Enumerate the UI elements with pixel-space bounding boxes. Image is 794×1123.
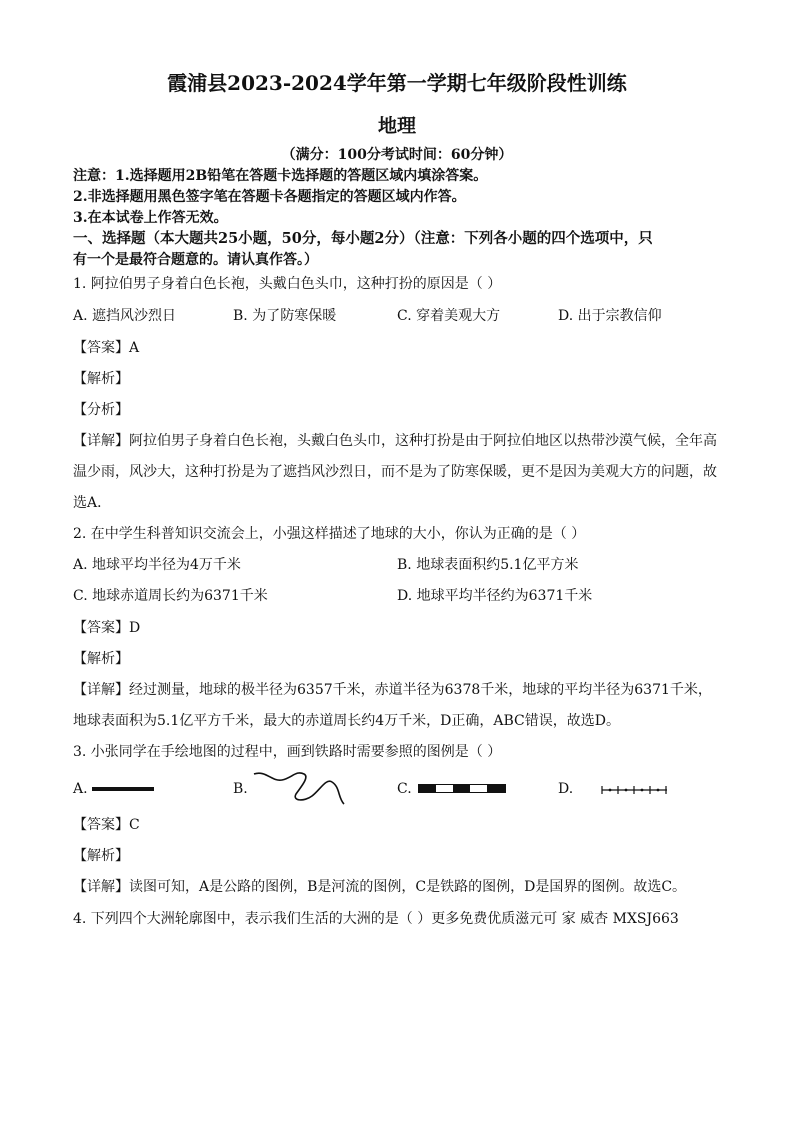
note-line-2: 2.非选择题用黑色签字笔在答题卡各题指定的答题区域内作答。 (73, 189, 466, 205)
q3-stem: 3. 小张同学在手绘地图的过程中，画到铁路时需要参照的图例是（ ） (73, 744, 502, 760)
boundary-legend-icon (601, 784, 671, 796)
q3-answer: 【答案】C (73, 817, 140, 833)
highway-legend-icon (92, 779, 156, 799)
subject-title: 地理 (377, 115, 416, 137)
q1-option-b: B. 为了防寒保暖 (233, 308, 337, 324)
q1-option-a: A. 遮挡风沙烈日 (73, 308, 177, 324)
q3-option-d: D. (558, 781, 574, 797)
q2-detail-line-1: 【详解】经过测量，地球的极半径为6357千米，赤道半径为6378千米，地球的平均半径为6371千米， (73, 682, 712, 698)
exam-title: 霞浦县2023-2024学年第一学期七年级阶段性训练 (167, 71, 627, 95)
q1-detail-line-2: 温少雨，风沙大，这种打扮是为了遮挡风沙烈日，而不是为了防寒保暖，更不是因为美观大方的问题，故 (73, 464, 717, 480)
q1-fenxi-label: 【分析】 (73, 402, 129, 418)
q1-answer: 【答案】A (73, 340, 140, 356)
q3-option-b: B. (233, 781, 248, 797)
note-line-1: 注意：1.选择题用2B铅笔在答题卡选择题的答题区域内填涂答案。 (73, 168, 488, 184)
railway-legend-icon (418, 783, 508, 795)
section-heading-line-1: 一、选择题（本大题共25小题，50分，每小题2分）（注意：下列各小题的四个选项中，只 (73, 230, 653, 247)
q2-jiexi-label: 【解析】 (73, 651, 129, 667)
q2-option-a: A. 地球平均半径为4万千米 (73, 557, 241, 573)
q2-detail-line-2: 地球表面积为5.1亿平方千米，最大的赤道周长约4万千米，D正确，ABC错误，故选D。 (73, 713, 620, 729)
q3-option-c: C. (397, 781, 412, 797)
q2-answer: 【答案】D (73, 620, 141, 636)
q1-stem: 1. 阿拉伯男子身着白色长袍，头戴白色头巾，这种打扮的原因是（ ） (73, 276, 502, 292)
q3-option-a: A. (73, 781, 88, 797)
river-legend-icon (252, 768, 352, 808)
q1-detail-line-1: 【详解】阿拉伯男子身着白色长袍，头戴白色头巾，这种打扮是由于阿拉伯地区以热带沙漠气候，全年高 (73, 433, 717, 449)
q1-option-c: C. 穿着美观大方 (397, 308, 501, 324)
q2-stem: 2. 在中学生科普知识交流会上，小强这样描述了地球的大小，你认为正确的是（ ） (73, 526, 586, 542)
q4-stem: 4. 下列四个大洲轮廓图中，表示我们生活的大洲的是（ ）更多免费优质滋元可 家 威杏 MXSJ663 (73, 911, 679, 927)
q1-detail-line-3: 选A． (73, 495, 112, 511)
q3-detail: 【详解】读图可知，A是公路的图例，B是河流的图例，C是铁路的图例，D是国界的图例。故选C。 (73, 879, 687, 895)
score-time-info: （满分：100分考试时间：60分钟） (281, 147, 513, 163)
q3-jiexi-label: 【解析】 (73, 848, 129, 864)
section-heading-line-2: 有一个是最符合题意的。请认真作答。） (73, 252, 318, 268)
q1-option-d: D. 出于宗教信仰 (558, 308, 662, 324)
q1-jiexi-label: 【解析】 (73, 371, 129, 387)
q2-option-d: D. 地球平均半径约为6371千米 (397, 588, 593, 604)
note-line-3: 3.在本试卷上作答无效。 (73, 210, 228, 226)
q2-option-c: C. 地球赤道周长约为6371千米 (73, 588, 268, 604)
q2-option-b: B. 地球表面积约5.1亿平方米 (397, 557, 579, 573)
